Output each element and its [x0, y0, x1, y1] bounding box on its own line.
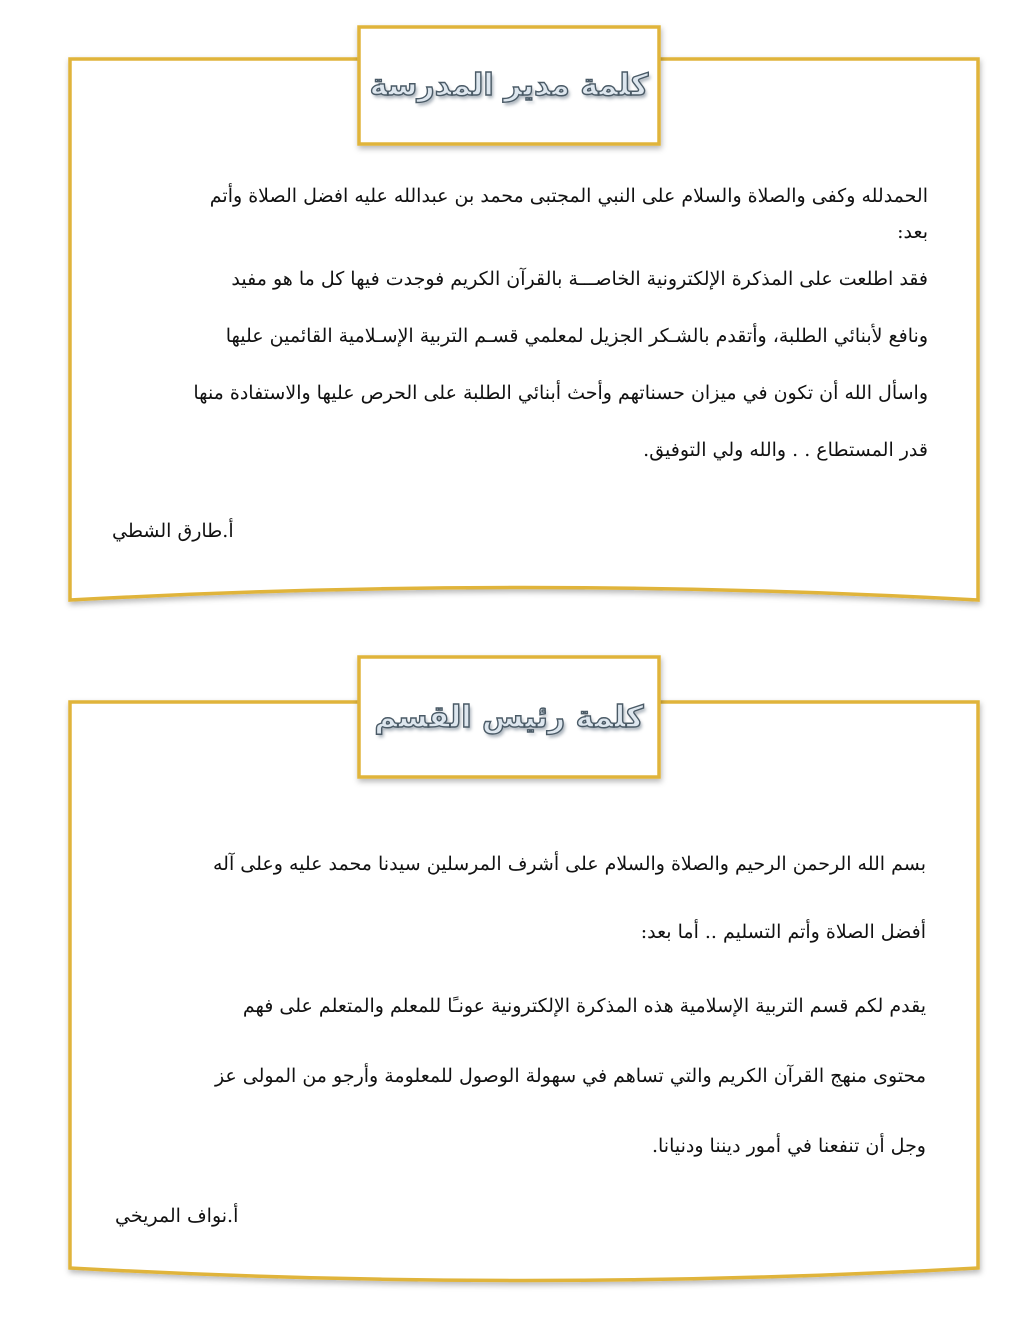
- section1-line: فقد اطلعت على المذكرة الإلكترونية الخاصـــة بالقرآن الكريم فوجدت فيها كل ما هو مفيد: [231, 268, 928, 290]
- section1-line: واسأل الله أن تكون في ميزان حسناتهم وأحث أبنائي الطلبة على الحرص عليها والاستفادة منها: [193, 382, 928, 404]
- section1-line: قدر المستطاع . . والله ولي التوفيق.: [643, 439, 928, 461]
- section2-line: أفضل الصلاة وأتم التسليم .. أما بعد:: [640, 921, 926, 943]
- section2-title-text: كلمة رئيس القسم: [374, 699, 644, 735]
- section1-line: بعد:: [897, 221, 928, 243]
- section1-line: ونافع لأبنائي الطلبة، وأتقدم بالشـكر الجزيل لمعلمي قسـم التربية الإسـلامية القائمين عليها: [225, 325, 928, 347]
- section2-title: [361, 659, 657, 775]
- section1-title-text: كلمة مدير المدرسة: [369, 68, 649, 103]
- section1-signature-text: أ.طارق الشطي: [112, 520, 234, 542]
- section2-line: وجل أن تنفعنا في أمور ديننا ودنيانا.: [651, 1135, 926, 1157]
- section1-body: [98, 178, 928, 469]
- section2-line: محتوى منهج القرآن الكريم والتي تساهم في سهولة الوصول للمعلومة وأرجو من المولى عز: [214, 1065, 926, 1087]
- section1-title: [361, 29, 657, 142]
- section2-body: [96, 845, 926, 1165]
- section2-line: بسم الله الرحمن الرحيم والصلاة والسلام على أشرف المرسلين سيدنا محمد عليه وعلى آله: [213, 853, 926, 875]
- section1-signature: [112, 520, 312, 542]
- section2-line: يقدم لكم قسم التربية الإسلامية هذه المذكرة الإلكترونية عونـًا للمعلم والمتعلم على فهم: [242, 995, 926, 1017]
- section2-signature-text: أ.نواف المريخي: [115, 1205, 239, 1227]
- section1-line: الحمدلله وكفى والصلاة والسلام على النبي المجتبى محمد بن عبدالله عليه افضل الصلاة وأتم: [209, 185, 928, 207]
- section2-signature: [115, 1205, 315, 1227]
